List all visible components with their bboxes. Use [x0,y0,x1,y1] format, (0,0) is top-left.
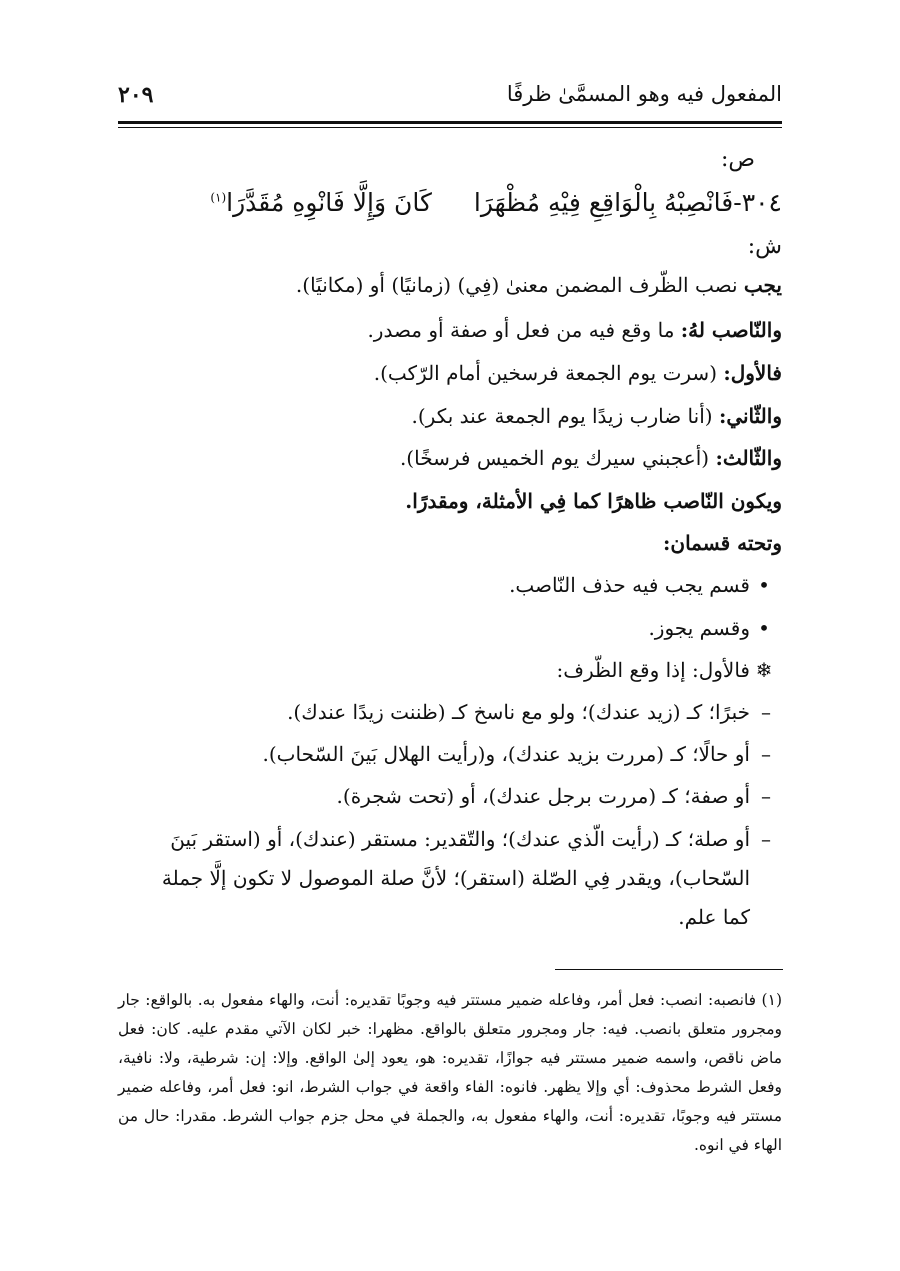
text-line: والثّاني: (أنا ضارب زيدًا يوم الجمعة عند بكر). [411,404,782,428]
list-item: –أو حالًا؛ كـ (مررت بزيد عندك)، و(رأيت الهلال بَينَ السّحاب). [263,742,782,766]
list-item: –أو صفة؛ كـ (مررت برجل عندك)، أو (تحت شجرة). [337,784,782,808]
list-item-multiline: –أو صلة؛ كـ (رأيت الّذي عندك)؛ والتّقدير: مستقر (عندك)، أو (استقر بَينَ السّحاب)، ويقدر فِي الصّلة (استقر)؛ لأنَّ صلة الموصول لا تكون إلَّا جملة كما علم. [118,820,782,937]
verse-line [210,188,782,217]
text-line: يجب نصب الظّرف المضمن معنىٰ (فِي) (زمانيًا) أو (مكانيًا). [295,273,782,297]
bullet-icon: • [758,616,770,640]
text-line: وتحته قسمان: [663,531,782,555]
dash-icon: – [761,784,771,808]
bullet-icon: • [758,573,770,597]
footnote-separator [555,969,783,970]
dash-icon: – [761,742,771,766]
footnote: (١) فانصبه: انصب: فعل أمر، وفاعله ضمير مستتر فيه وجوبًا تقديره: أنت، والهاء مفعول به. بالواقع: جار ومجرور متعلق بانصب. فيه: جار ومجرور متعلق بالواقع. مظهرا: خبر لكان الآتي مقدم عليه. كان: فعل ماض ناقص، واسمه ضمير مستتر فيه جوازًا، تقديره: هو، يعود إلىٰ الواقع. وإلا: إن: شرطية، ولا: نافية، وفعل الشرط محذوف: أي وإلا يظهر. فانوه: الفاء واقعة في جواب الشرط، انو: فعل أمر، وفاعله ضمير مستتر فيه وجوبًا، تقديره: أنت، والهاء مفعول به، والجملة في محل جزم جواب الشرط. مقدرا: حال من الهاء في انوه. [118,991,782,1154]
footnote-reference: (١) [210,190,227,205]
text-marker: ص: [720,147,755,172]
header-rule-thin [118,127,782,128]
verse-number: ٣٠٤- [733,188,782,217]
running-title: المفعول فيه وهو المسمَّىٰ ظرفًا [506,82,782,106]
text-line: ويكون النّاصب ظاهرًا كما فِي الأمثلة، ومقدرًا. [405,489,782,513]
dash-icon: – [761,827,771,851]
list-item: ❄فالأول: إذا وقع الظّرف: [556,658,778,682]
dash-icon: – [761,700,771,724]
page-number: ٢٠٩ [118,82,154,108]
snowflake-icon: ❄ [755,658,773,682]
header-rule-thick [118,121,782,124]
list-item: •وقسم يجوز. [648,616,778,640]
text-line: والنّاصب لهُ: ما وقع فيه من فعل أو صفة أو مصدر. [367,318,782,342]
text-line: والثّالث: (أعجبني سيرك يوم الخميس فرسخًا). [399,446,782,470]
text-line: فالأول: (سرت يوم الجمعة فرسخين أمام الرّكب). [373,361,782,385]
verse-hemistich-2: كَانَ وَإِلَّا فَانْوِهِ مُقَدَّرَا [226,188,432,217]
verse-hemistich-1: فَانْصِبْهُ بِالْوَاقِعِ فِيْهِ مُظْهَرَا [473,188,734,217]
list-item: •قسم يجب فيه حذف النّاصب. [509,573,778,597]
list-item: –خبرًا؛ كـ (زيد عندك)؛ ولو مع ناسخ كـ (ظننت زيدًا عندك). [287,700,782,724]
commentary-marker: ش: [747,234,782,259]
